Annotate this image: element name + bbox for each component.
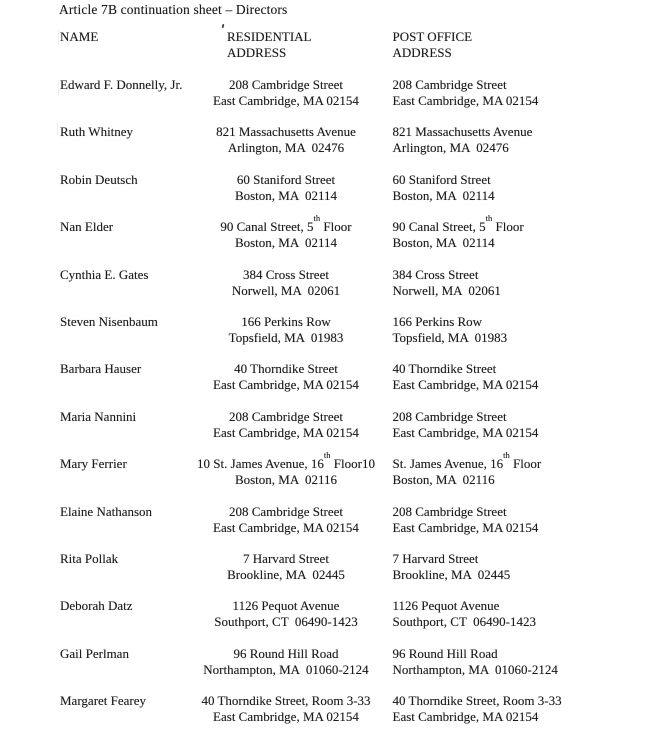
address-line: East Cambridge, MA 02154 — [392, 709, 539, 725]
post-office-address — [392, 409, 637, 441]
address-line: Southport, CT 06490-1423 — [214, 614, 358, 630]
directors-table — [0, 29, 650, 734]
address-line: East Cambridge, MA 02154 — [213, 93, 359, 108]
address-line: 166 Perkins Row — [392, 313, 483, 329]
post-office-address — [392, 314, 637, 346]
post-office-address — [392, 504, 637, 536]
address-line: 208 Cambridge Street — [392, 77, 507, 92]
address-line: 40 Thorndike Street — [392, 361, 497, 377]
address-line: 208 Cambridge Street — [228, 77, 344, 92]
post-office-address — [392, 77, 637, 109]
address-line: Boston, MA 02114 — [234, 187, 338, 203]
residential-address — [180, 646, 392, 678]
address-line: 40 Thorndike Street — [234, 361, 338, 377]
address-line: 384 Cross Street — [243, 266, 329, 282]
table-row — [0, 213, 650, 266]
address-line: Norwell, MA 02061 — [231, 282, 341, 298]
address-line: Arlington, MA 02476 — [392, 140, 509, 156]
residential-address — [180, 551, 392, 583]
table-row — [0, 77, 650, 124]
residential-address — [180, 77, 392, 109]
post-office-address — [392, 124, 637, 156]
director-name: Cynthia E. Gates — [60, 266, 149, 282]
column-header-line: RESIDENTIAL — [227, 29, 312, 44]
column-header-post-office — [392, 29, 637, 61]
address-line: Southport, CT 06490-1423 — [392, 614, 536, 630]
post-office-address — [392, 598, 637, 630]
residential-address — [180, 267, 392, 299]
column-header-line: ADDRESS — [227, 45, 287, 60]
residential-address — [180, 409, 392, 441]
residential-address — [180, 450, 392, 488]
address-line: 96 Round Hill Road — [392, 645, 498, 661]
post-office-address — [392, 646, 637, 678]
address-line: 1126 Pequot Avenue — [392, 598, 500, 614]
address-line: Topsfield, MA 01983 — [392, 329, 508, 345]
address-line: 208 Cambridge Street — [392, 408, 507, 424]
address-line: Northampton, MA 01060-2124 — [392, 661, 558, 677]
director-name: Mary Ferrier — [60, 456, 127, 472]
residential-address — [180, 598, 392, 630]
address-line: East Cambridge, MA 02154 — [213, 377, 359, 393]
address-line: East Cambridge, MA 02154 — [213, 709, 359, 725]
post-office-address — [392, 361, 637, 393]
table-row — [0, 267, 650, 314]
table-row — [0, 598, 650, 645]
director-name: Nan Elder — [60, 219, 114, 235]
address-line: 1126 Pequot Avenue — [232, 598, 340, 614]
address-line: 166 Perkins Row — [241, 313, 331, 329]
table-row — [0, 504, 650, 551]
column-header-line: POST OFFICE — [392, 29, 473, 44]
post-office-address — [392, 551, 637, 583]
post-office-address — [392, 213, 637, 251]
address-line: East Cambridge, MA 02154 — [213, 424, 359, 440]
residential-address — [180, 361, 392, 393]
director-name: Elaine Nathanson — [60, 503, 153, 519]
address-line: 40 Thorndike Street, Room 3-33 — [392, 693, 562, 709]
table-row — [0, 172, 650, 219]
address-line: 60 Staniford Street — [392, 171, 491, 187]
director-name: Barbara Hauser — [60, 361, 142, 377]
director-name: Rita Pollak — [60, 550, 119, 566]
directors-rows — [0, 61, 650, 734]
director-name: Edward F. Donnelly, Jr. — [60, 77, 183, 92]
table-header-row — [0, 29, 650, 61]
address-line: 60 Staniford Street — [236, 171, 336, 187]
residential-address — [180, 314, 392, 346]
address-line: 40 Thorndike Street, Room 3-33 — [201, 693, 371, 709]
director-name: Steven Nisenbaum — [60, 313, 158, 329]
address-line: Boston, MA 02114 — [392, 235, 495, 251]
address-line: 821 Massachusetts Avenue — [216, 124, 356, 140]
address-line: Arlington, MA 02476 — [227, 140, 345, 156]
address-line: East Cambridge, MA 02154 — [392, 519, 539, 535]
address-line: 7 Harvard Street — [243, 550, 329, 566]
residential-address — [180, 172, 392, 204]
address-line: East Cambridge, MA 02154 — [392, 377, 539, 393]
director-name: Margaret Fearey — [60, 693, 147, 709]
address-line: Brookline, MA 02445 — [227, 566, 345, 582]
address-line: Boston, MA 02114 — [234, 235, 338, 251]
column-header-residential — [180, 29, 392, 61]
table-row — [0, 124, 650, 171]
director-name: Maria Nannini — [60, 408, 137, 424]
table-row — [0, 314, 650, 361]
director-name: Robin Deutsch — [60, 171, 138, 187]
address-line: Boston, MA 02116 — [392, 472, 495, 488]
address-line: 208 Cambridge Street — [228, 503, 344, 519]
address-line: Boston, MA 02116 — [234, 472, 338, 488]
director-name: Gail Perlman — [60, 645, 129, 661]
post-office-address — [392, 450, 637, 488]
address-line: 96 Round Hill Road — [233, 645, 339, 661]
address-line: 90 Canal Street, 5th Floor — [392, 213, 524, 235]
address-line: Norwell, MA 02061 — [392, 282, 501, 298]
address-line: Northampton, MA 01060-2124 — [203, 661, 369, 677]
post-office-address — [392, 267, 637, 299]
residential-address — [180, 693, 392, 725]
address-line: East Cambridge, MA 02154 — [392, 424, 539, 440]
post-office-address — [392, 172, 637, 204]
address-line: 90 Canal Street, 5th Floor — [220, 213, 352, 235]
table-row — [0, 551, 650, 598]
document-title: Article 7B continuation sheet – Directors — [59, 2, 288, 17]
address-line: 7 Harvard Street — [392, 550, 479, 566]
address-line: Topsfield, MA 01983 — [228, 329, 344, 345]
director-name: Ruth Whitney — [60, 124, 134, 140]
address-line: 821 Massachusetts Avenue — [392, 124, 533, 140]
address-line: East Cambridge, MA 02154 — [392, 93, 539, 108]
post-office-address — [392, 693, 637, 725]
residential-address — [180, 124, 392, 156]
address-line: East Cambridge, MA 02154 — [213, 519, 359, 535]
address-line: 384 Cross Street — [392, 266, 479, 282]
address-line: Boston, MA 02114 — [392, 187, 495, 203]
table-row — [0, 693, 650, 734]
table-row — [0, 361, 650, 408]
column-header-name: NAME — [60, 29, 99, 44]
column-header-line: ADDRESS — [392, 45, 452, 60]
residential-address — [180, 213, 392, 251]
address-line: Brookline, MA 02445 — [392, 566, 511, 582]
director-name: Deborah Datz — [60, 598, 133, 614]
table-row — [0, 450, 650, 503]
address-line: 208 Cambridge Street — [392, 503, 507, 519]
address-line: 208 Cambridge Street — [228, 408, 344, 424]
address-line: St. James Avenue, 16th Floor — [392, 450, 542, 472]
table-row — [0, 646, 650, 693]
address-line: 10 St. James Avenue, 16th Floor10 — [197, 450, 375, 472]
residential-address — [180, 504, 392, 536]
scan-speck — [222, 24, 225, 28]
